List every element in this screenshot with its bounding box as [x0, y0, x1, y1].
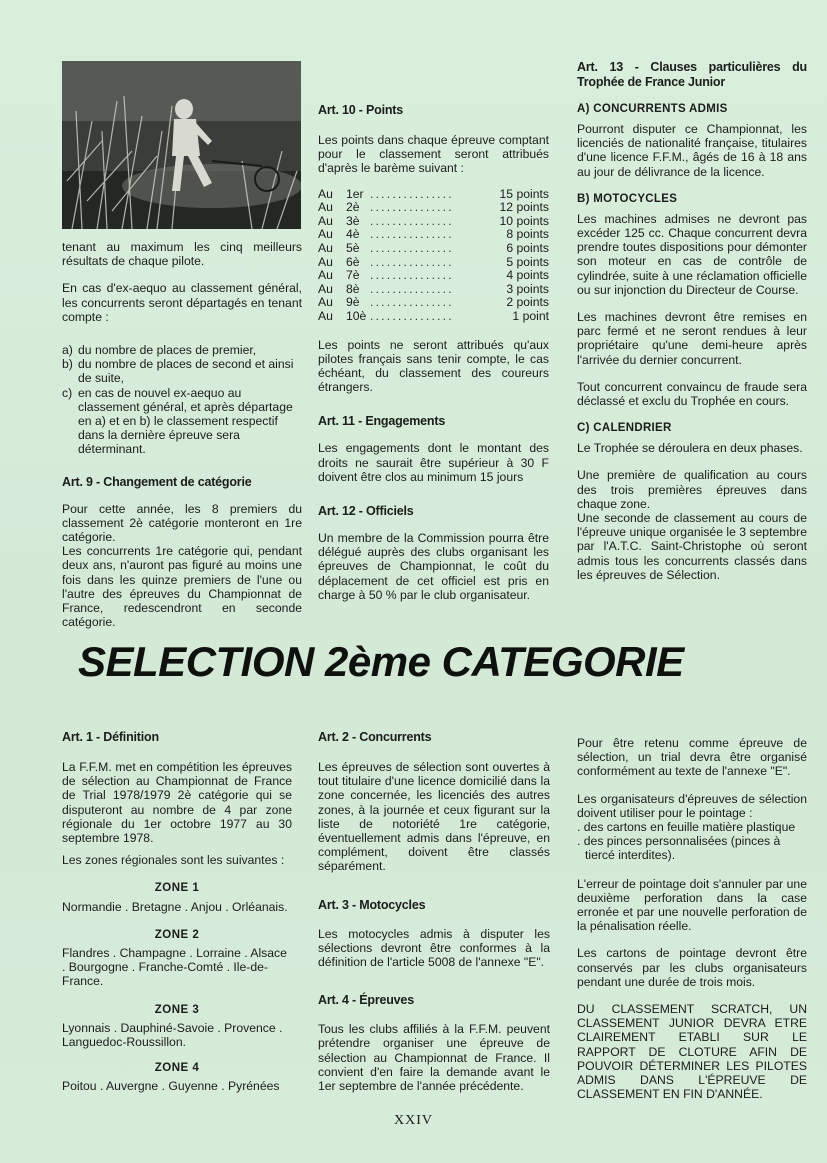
- points-row-value: 8 points: [506, 227, 549, 242]
- art2-paragraph: Les épreuves de sélection sont ouvertes à tout titulaire d'une licence domicilié dans la zone concernée, les licenciés des autres zones, à la journée et ceux figurant sur la liste de notoriété 1re catégorie, éventuellement admis dans l'épreuve, en complément, doivent être classés séparément.: [318, 760, 550, 874]
- points-row-dots: ...............: [370, 241, 454, 255]
- points-row-value: 10 points: [499, 213, 549, 228]
- points-row-dots: ...............: [370, 201, 454, 215]
- points-row-rank: 3è: [346, 213, 360, 228]
- points-row: [318, 228, 549, 242]
- column-2-top: [318, 103, 549, 602]
- points-row-prefix: Au: [318, 186, 333, 201]
- art11-heading: Art. 11 - Engagements: [318, 414, 446, 429]
- zone-heading: ZONE 4: [154, 1062, 200, 1075]
- art11-paragraph: Les engagements dont le montant des droits ne saurait être supérieur à 30 F doivent être clos au minimum 15 jours: [318, 441, 549, 484]
- zone-regions: Poitou . Auvergne . Guyenne . Pyrénées: [62, 1079, 280, 1094]
- points-row: [318, 242, 549, 256]
- selection-paragraph-1: Pour être retenu comme épreuve de sélection, un trial devra être organisé conformément au texte de l'annexe "E".: [577, 736, 807, 779]
- column-1-bottom: [62, 730, 292, 1094]
- points-row-value: 2 points: [506, 295, 549, 310]
- points-row-prefix: Au: [318, 213, 333, 228]
- tie-item-label: b): [62, 357, 73, 372]
- points-row: [318, 215, 549, 229]
- tie-item-label: a): [62, 343, 73, 358]
- selection-paragraph-3: L'erreur de pointage doit s'annuler par une deuxième perforation dans la case erronée et par une nouvelle perforation de la pénalisation réelle.: [577, 876, 807, 934]
- section-b-paragraph-2: Les machines devront être remises en parc fermé et ne seront rendues à leur propriétaire qu'une demi-heure après l'arrivée du dernier concurrent.: [577, 310, 807, 367]
- points-row-prefix: Au: [318, 281, 333, 296]
- points-row-value: 5 points: [506, 254, 549, 269]
- points-row: [318, 310, 549, 324]
- points-row-dots: ...............: [370, 296, 454, 310]
- points-row: [318, 201, 549, 215]
- zone-heading: ZONE 2: [154, 928, 200, 941]
- photo-icon: [62, 61, 301, 229]
- page-number: XXIV: [394, 1113, 433, 1128]
- art12-paragraph: Un membre de la Commission pourra être délégué auprès des clubs organisant les épreuves de Championnat, le coût du déplacement de cet officiel est pris en charge à 50 % par le club organisateur.: [318, 530, 549, 602]
- points-row-value: 3 points: [506, 281, 549, 296]
- section-a-heading: A) CONCURRENTS ADMIS: [577, 103, 728, 115]
- pointage-list-item: . des pinces personnalisées (pinces à tiercé interdites).: [577, 834, 781, 863]
- points-row: [318, 296, 549, 310]
- column-1-top: [62, 240, 302, 629]
- points-row-value: 1 point: [512, 308, 549, 323]
- points-row-dots: ...............: [370, 228, 454, 242]
- art9-paragraph-1: Pour cette année, les 8 premiers du classement 2è catégorie monteront en 1re catégorie.: [62, 501, 302, 545]
- points-row: [318, 283, 549, 297]
- art1-heading: Art. 1 - Définition: [62, 730, 159, 744]
- points-row-rank: 6è: [346, 254, 360, 269]
- points-row-dots: ...............: [370, 255, 454, 269]
- points-row-rank: 10è: [346, 308, 367, 323]
- tie-item-text: du nombre de places de second et ainsi de suite,: [78, 357, 294, 386]
- column-2-bottom: [318, 730, 550, 1093]
- section-c-paragraph-2: Une première de qualification au cours des trois premières épreuves dans chaque zone.: [577, 468, 807, 511]
- art9-heading: Art. 9 - Changement de catégorie: [62, 474, 252, 489]
- points-row-dots: ...............: [370, 187, 454, 201]
- zone-regions: Flandres . Champagne . Lorraine . Alsace . Bourgogne . Franche-Comté . Ile-de-France.: [62, 946, 287, 989]
- column-3-top: [577, 60, 807, 582]
- zone-heading: ZONE 3: [154, 1003, 200, 1016]
- tie-item-text: en cas de nouvel ex-aequo au classement général, et après départage en a) et en b) le classement respectif dans la dernière épreuve sera déterminant.: [78, 385, 293, 457]
- pointage-list-item: . des cartons en feuille matière plastique: [577, 820, 796, 835]
- zone-heading: ZONE 1: [154, 882, 200, 895]
- tie-list-item: [62, 386, 302, 457]
- section-c-paragraph-1: Le Trophée se déroulera en deux phases.: [577, 441, 803, 456]
- points-row-prefix: Au: [318, 308, 333, 323]
- section-c-paragraph-3: Une seconde de classement au cours de l'épreuve unique organisée le 3 septembre par l'A.T.C. Saint-Christophe où seront admis tous les concurrents classés dans les épreuves de Sélection.: [577, 511, 807, 582]
- art3-paragraph: Les motocycles admis à disputer les sélections devront être conformes à la définition de l'article 5008 de l'annexe "E".: [318, 926, 550, 970]
- art12-heading: Art. 12 - Officiels: [318, 503, 414, 518]
- points-row-prefix: Au: [318, 227, 333, 242]
- art10-paragraph-2: Les points ne seront attribués qu'aux pilotes français sans tenir compte, le cas échéant, du classement des coureurs étrangers.: [318, 337, 549, 395]
- points-row-rank: 7è: [346, 268, 360, 283]
- tie-item-label: c): [62, 385, 73, 400]
- tie-intro-paragraph: En cas d'ex-aequo au classement général, les concurrents seront départagés en tenant compte :: [62, 281, 302, 324]
- section-banner-title: SELECTION 2ème CATEGORIE: [78, 638, 684, 685]
- points-row-rank: 9è: [346, 295, 360, 310]
- selection-paragraph-4: Les cartons de pointage devront être conservés par les clubs organisateurs pendant une durée de trois mois.: [577, 946, 807, 989]
- section-b-heading: B) MOTOCYCLES: [577, 192, 678, 205]
- section-c-heading: C) CALENDRIER: [577, 422, 672, 435]
- tie-item-text: du nombre de places de premier,: [78, 343, 257, 358]
- points-row-prefix: Au: [318, 200, 333, 215]
- points-row-rank: 1er: [346, 186, 364, 201]
- art3-heading: Art. 3 - Motocycles: [318, 897, 426, 912]
- points-table: [318, 188, 549, 324]
- junior-classement-notice: DU CLASSEMENT SCRATCH, UN CLASSEMENT JUNIOR DEVRA ETRE CLAIREMENT ETABLI SUR LE RAPPORT DE CLOTURE AFIN DE POUVOIR DÉTERMINER LES PILOTES ADMIS DANS L'ÉPREUVE DE CLASSEMENT EN FIN D'ANNÉE.: [577, 1002, 807, 1102]
- points-row-rank: 8è: [346, 281, 360, 296]
- tie-list-item: [62, 343, 302, 357]
- points-row-value: 4 points: [506, 268, 549, 283]
- section-b-paragraph-3: Tout concurrent convaincu de fraude sera déclassé et exclu du Trophée en cours.: [577, 379, 807, 409]
- intro-paragraph: tenant au maximum les cinq meilleurs résultats de chaque pilote.: [62, 240, 302, 269]
- section-b-paragraph-1: Les machines admises ne devront pas excéder 125 cc. Chaque concurrent devra prendre toutes dispositions pour démonter son moteur en cas de contrôle de cylindrée, suite à une réclamation officielle ou sur injonction du Directeur de Course.: [577, 211, 807, 297]
- art4-heading: Art. 4 - Épreuves: [318, 993, 414, 1008]
- points-row-value: 12 points: [499, 200, 549, 215]
- zone-regions: Normandie . Bretagne . Anjou . Orléanais.: [62, 899, 288, 914]
- points-row-dots: ...............: [370, 269, 454, 283]
- points-row-rank: 5è: [346, 240, 360, 255]
- points-row-prefix: Au: [318, 254, 333, 269]
- art1-paragraph: La F.F.M. met en compétition les épreuves de sélection au Championnat de France de Trial 1978/1979 2è catégorie qui se disputeront au nombre de 4 par zone régionale du 1er octobre 1977 au 30 septembre 1978.: [62, 760, 292, 846]
- art13-heading: Art. 13 - Clauses particulières du Trophée de France Junior: [577, 60, 807, 89]
- points-row-value: 15 points: [499, 186, 549, 201]
- points-row-prefix: Au: [318, 295, 333, 310]
- points-row-prefix: Au: [318, 268, 333, 283]
- points-row-rank: 4è: [346, 227, 360, 242]
- art10-heading: Art. 10 - Points: [318, 103, 404, 117]
- art10-intro: Les points dans chaque épreuve comptant pour le classement seront attribués d'après le barème suivant :: [318, 133, 549, 176]
- points-row-dots: ...............: [370, 282, 454, 296]
- zones-intro: Les zones régionales sont les suivantes :: [62, 853, 285, 868]
- pointage-list: [577, 820, 807, 863]
- trial-rider-photo: [62, 61, 301, 229]
- zone-regions: Lyonnais . Dauphiné-Savoie . Provence . Languedoc-Roussillon.: [62, 1020, 283, 1050]
- art2-heading: Art. 2 - Concurrents: [318, 730, 432, 744]
- art9-paragraph-2: Les concurrents 1re catégorie qui, pendant deux ans, n'auront pas figuré au moins une fois dans les quinze premiers de l'une ou l'autre des épreuves du Championnat de France, redescendront en seconde catégorie.: [62, 544, 302, 630]
- tie-list-item: [62, 357, 302, 385]
- points-row: [318, 269, 549, 283]
- selection-paragraph-2: Les organisateurs d'épreuves de sélection doivent utiliser pour le pointage :: [577, 791, 807, 820]
- section-a-paragraph: Pourront disputer ce Championnat, les licenciés de nationalité française, titulaires d'une licence F.F.M., âgés de 16 à 18 ans au jour de délivrance de la licence.: [577, 122, 807, 179]
- points-row-dots: ...............: [370, 309, 454, 323]
- points-row: [318, 188, 549, 202]
- tie-list: [62, 343, 302, 457]
- points-row: [318, 256, 549, 270]
- points-row-rank: 2è: [346, 200, 360, 215]
- points-row-prefix: Au: [318, 240, 333, 255]
- points-row-dots: ...............: [370, 214, 454, 228]
- art4-paragraph: Tous les clubs affiliés à la F.F.M. peuvent prétendre organiser une épreuve de sélection au Championnat de France. Il convient d'en faire la demande avant le 1er septembre de l'année précédente.: [318, 1022, 550, 1094]
- column-3-bottom: [577, 736, 807, 1101]
- points-row-value: 6 points: [506, 240, 549, 255]
